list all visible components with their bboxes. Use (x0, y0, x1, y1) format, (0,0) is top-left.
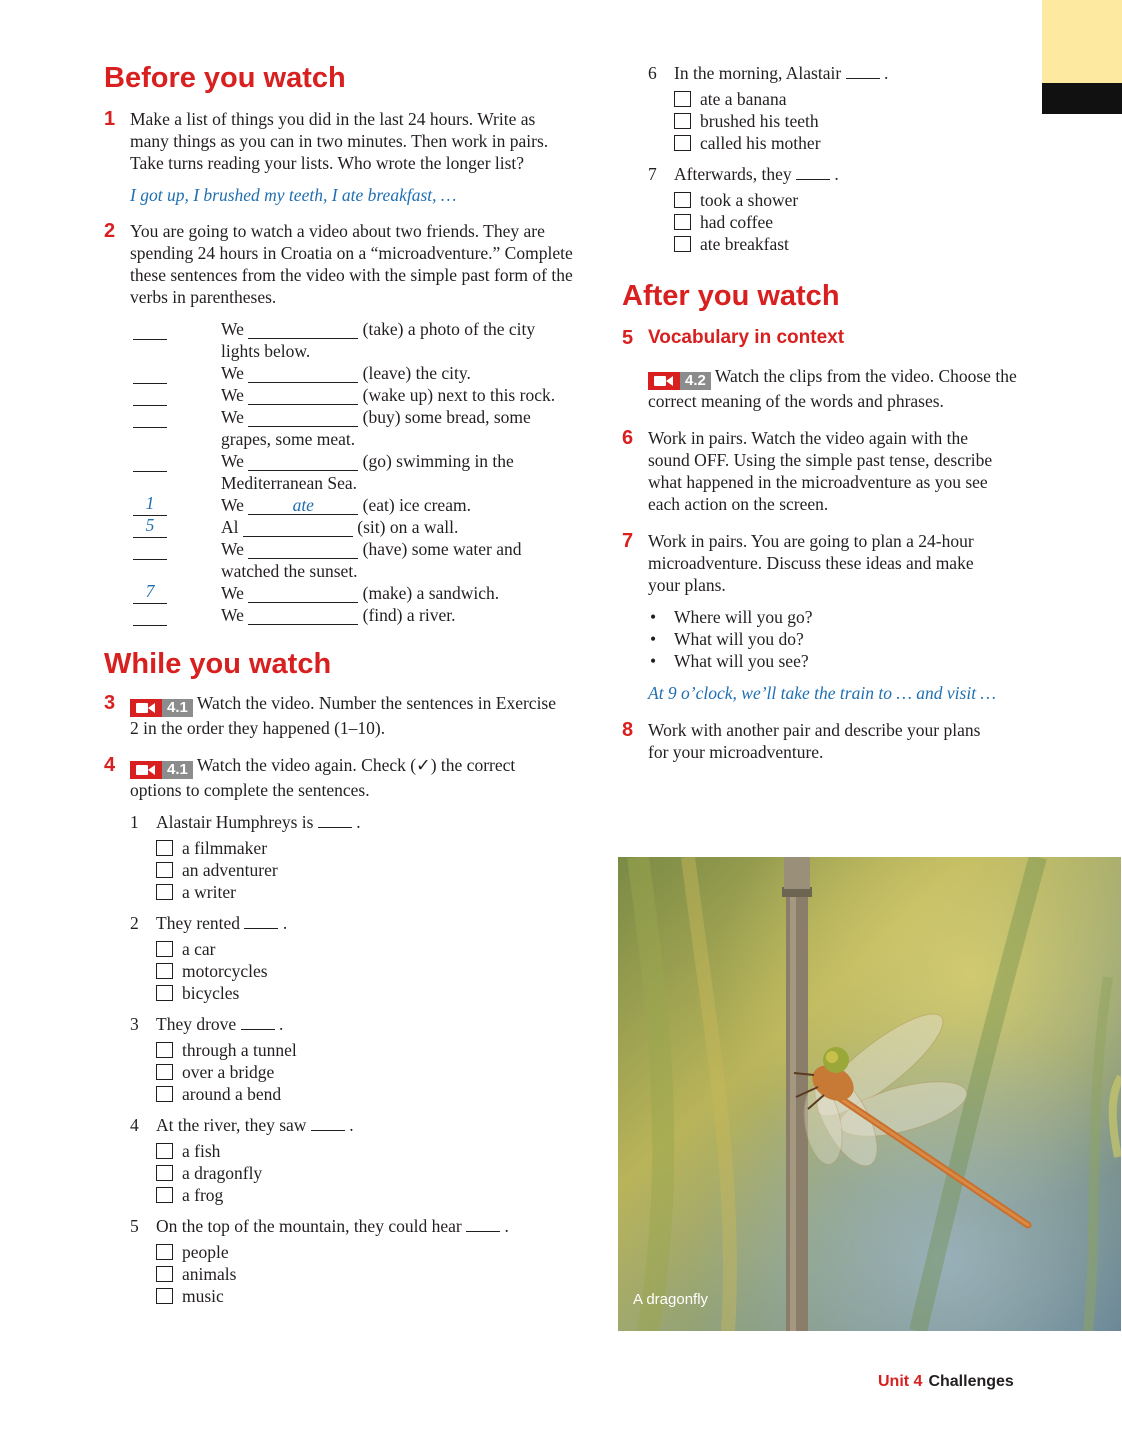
exercise-2 (104, 220, 576, 308)
option-label: a dragonfly (182, 1163, 263, 1183)
sentence-text (221, 362, 583, 384)
question-stem (156, 1215, 570, 1237)
sentence-text (221, 494, 583, 516)
option-label: through a tunnel (182, 1040, 297, 1060)
checkbox[interactable] (674, 192, 691, 208)
question-text: They rented (156, 913, 241, 933)
while-heading: While you watch (104, 648, 332, 680)
exercise-text: Work in pairs. You are going to plan a 24-hour microadventure. Discuss these ideas and make your plans. (648, 531, 974, 595)
order-blank[interactable] (133, 450, 167, 472)
option-list (674, 88, 1022, 154)
option-label: over a bridge (182, 1062, 275, 1082)
answer-blank[interactable] (248, 320, 358, 339)
answer-blank[interactable] (243, 518, 353, 537)
question-blank (796, 166, 830, 180)
option-item (156, 982, 570, 1004)
option-label: animals (182, 1264, 237, 1284)
answer-blank[interactable]: ate (248, 496, 358, 515)
question-stem (156, 912, 570, 934)
video-number: 4.1 (162, 699, 193, 717)
question-text: Afterwards, they (674, 164, 792, 184)
answer-blank[interactable] (248, 408, 358, 427)
exercise-number: 4 (104, 754, 116, 776)
question-item (130, 1215, 570, 1307)
option-label: a writer (182, 882, 236, 902)
sentence-text (221, 406, 583, 428)
exercise-number: 7 (622, 530, 634, 552)
sentence-subject: We (221, 319, 244, 339)
sentence-text (221, 516, 583, 538)
sentence-subject: We (221, 539, 244, 559)
sentence-rest: (eat) ice cream. (362, 495, 471, 515)
sentence-subject: We (221, 407, 244, 427)
sentence-rest: (make) a sandwich. (362, 583, 500, 603)
sentence-subject: We (221, 583, 244, 603)
exercise-7 (622, 530, 996, 704)
sentence-row (133, 516, 583, 538)
sentence-rest: (have) some water and (362, 539, 522, 559)
question-text: On the top of the mountain, they could hear (156, 1216, 462, 1236)
exercise-text: Make a list of things you did in the last 24 hours. Write as many things as you can in two minutes. Then work in pairs. Take turns reading your lists. Who wrote the longer list? (130, 109, 549, 173)
option-label: an adventurer (182, 860, 278, 880)
checkbox[interactable] (156, 1064, 173, 1080)
option-list (156, 1140, 570, 1206)
option-label: a filmmaker (182, 838, 268, 858)
exercise-number: 5 (622, 327, 634, 349)
question-end: . (282, 913, 288, 933)
sentence-subject: Al (221, 517, 239, 537)
checkbox[interactable] (156, 1266, 173, 1282)
checkbox[interactable] (156, 941, 173, 957)
exercise-number: 2 (104, 220, 116, 242)
question-number: 7 (648, 164, 657, 184)
example-answer: I got up, I brushed my teeth, I ate breakfast, … (130, 185, 457, 205)
sentence-row (133, 384, 583, 406)
sentence-row (133, 318, 583, 362)
sentence-row (133, 538, 583, 582)
sentence-rest: (take) a photo of the city (362, 319, 536, 339)
sentence-row (133, 450, 583, 494)
video-number: 4.1 (162, 761, 193, 779)
option-item (156, 1241, 570, 1263)
after-heading: After you watch (622, 280, 840, 312)
question-item (130, 912, 570, 1004)
option-item (674, 110, 1022, 132)
exercise-1 (104, 108, 564, 206)
option-list (156, 837, 570, 903)
option-item (156, 938, 570, 960)
sentence-continuation: lights below. (221, 341, 311, 361)
question-end: . (504, 1216, 509, 1236)
sentence-subject: We (221, 605, 244, 625)
checkbox[interactable] (156, 963, 173, 979)
sentence-continuation: watched the sunset. (221, 561, 358, 581)
question-end: . (883, 63, 889, 83)
checkbox[interactable] (156, 884, 173, 900)
option-item (156, 1263, 570, 1285)
exercise-3 (104, 692, 564, 739)
photo-caption: A dragonfly (633, 1291, 709, 1308)
option-item (674, 233, 1022, 255)
question-end: . (356, 812, 361, 832)
video-badge[interactable] (130, 761, 193, 779)
option-label: around a bend (182, 1084, 282, 1104)
order-blank[interactable] (133, 362, 167, 384)
question-number: 4 (130, 1115, 139, 1135)
question-stem (674, 163, 1022, 185)
option-list (674, 189, 1022, 255)
exercise-text: Watch the video. Number the sentences in Exercise 2 in the order they happened (1–10). (130, 693, 557, 738)
right-column (622, 62, 1022, 763)
dragonfly-photo (618, 857, 1121, 1331)
corner-tab-black (1042, 83, 1122, 114)
checkbox[interactable] (156, 1187, 173, 1203)
option-item (156, 837, 570, 859)
option-label: brushed his teeth (700, 111, 819, 131)
sentence-continuation: Mediterranean Sea. (221, 473, 358, 493)
checkbox[interactable] (156, 1288, 173, 1304)
sentence-subject: We (221, 451, 244, 471)
sentence-text (221, 450, 583, 472)
option-item (156, 1184, 570, 1206)
answer-blank[interactable] (248, 584, 358, 603)
video-camera-icon (130, 699, 162, 717)
order-blank[interactable] (133, 318, 167, 340)
option-item (156, 1140, 570, 1162)
order-blank[interactable]: 5 (133, 516, 167, 538)
sentence-continuation: grapes, some meat. (221, 429, 356, 449)
order-blank[interactable] (133, 538, 167, 560)
option-item (156, 960, 570, 982)
exercise-text: Watch the video again. Check (✓) the correct options to complete the sentences. (130, 755, 516, 800)
order-blank[interactable] (133, 604, 167, 626)
checkbox[interactable] (156, 985, 173, 1001)
answer-blank[interactable] (248, 386, 358, 405)
checkbox[interactable] (674, 91, 691, 107)
video-camera-icon (648, 372, 680, 390)
option-item (674, 211, 1022, 233)
page-footer (878, 1372, 1014, 1392)
option-label: bicycles (182, 983, 240, 1003)
exercise-text: You are going to watch a video about two friends. They are spending 24 hours in Croatia on a “microadventure.” Complete these sentences from the video with the simple past form of the verbs in parentheses. (130, 221, 573, 307)
sentence-rest: (leave) the city. (362, 363, 471, 383)
question-end: . (834, 164, 839, 184)
sentence-list (133, 318, 583, 626)
question-end: . (278, 1014, 284, 1034)
sentence-rest: (go) swimming in the (362, 451, 514, 471)
example-answer: At 9 o’clock, we’ll take the train to … and visit … (648, 683, 996, 703)
bullet-item: • Where will you go? (650, 607, 813, 627)
sentence-row (133, 494, 583, 516)
before-heading: Before you watch (104, 62, 346, 94)
question-item (648, 163, 1022, 255)
footer-title: Challenges (928, 1373, 1014, 1390)
sentence-rest: (find) a river. (362, 605, 456, 625)
question-number: 5 (130, 1216, 139, 1236)
bullet-item: • What will you do? (650, 629, 804, 649)
question-blank (244, 915, 278, 929)
sentence-text (221, 604, 583, 626)
left-column (104, 60, 584, 1307)
question-number: 3 (130, 1014, 139, 1034)
order-blank[interactable]: 7 (133, 582, 167, 604)
sentence-rest: (buy) some bread, some (362, 407, 531, 427)
exercise-number: 6 (622, 427, 634, 449)
question-stem (674, 62, 1022, 84)
answer-blank[interactable] (248, 606, 358, 625)
question-item (130, 1013, 570, 1105)
option-label: a fish (182, 1141, 221, 1161)
question-end: . (349, 1115, 354, 1135)
checkbox[interactable] (156, 1042, 173, 1058)
checkbox[interactable] (156, 1165, 173, 1181)
checkbox[interactable] (674, 214, 691, 230)
option-label: ate breakfast (700, 234, 789, 254)
question-blank (311, 1117, 345, 1131)
question-number: 6 (648, 63, 657, 83)
question-item (648, 62, 1022, 154)
question-blank (846, 65, 880, 79)
bullet-list (648, 606, 982, 672)
option-list (156, 938, 570, 1004)
question-blank (318, 814, 352, 828)
sentence-subject: We (221, 385, 244, 405)
answer-blank[interactable] (248, 452, 358, 471)
option-item (156, 1285, 570, 1307)
order-blank[interactable] (133, 384, 167, 406)
sentence-rest: (wake up) next to this rock. (362, 385, 556, 405)
sentence-subject: We (221, 363, 244, 383)
exercise-text: Watch the clips from the video. Choose the correct meaning of the words and phrases. (648, 366, 1017, 411)
option-label: called his mother (700, 133, 821, 153)
order-blank[interactable]: 1 (133, 494, 167, 516)
sentence-row (133, 604, 583, 626)
option-item (156, 1061, 570, 1083)
sentence-subject: We (221, 495, 244, 515)
option-label: motorcycles (182, 961, 268, 981)
option-item (156, 1039, 570, 1061)
question-text: Alastair Humphreys is (156, 812, 314, 832)
question-list-left (130, 811, 570, 1307)
question-stem (156, 1013, 570, 1035)
exercise-8 (622, 719, 994, 763)
question-number: 1 (130, 812, 139, 832)
question-item (130, 811, 570, 903)
option-label: music (182, 1286, 224, 1306)
question-list-right (648, 62, 1022, 255)
question-blank (466, 1218, 500, 1232)
checkbox[interactable] (674, 135, 691, 151)
video-badge[interactable] (648, 372, 711, 390)
corner-tab-yellow (1042, 0, 1122, 83)
footer-unit: Unit 4 (878, 1373, 923, 1390)
option-item (156, 1162, 570, 1184)
sentence-row (133, 362, 583, 384)
sentence-text (221, 318, 583, 340)
exercise-number: 1 (104, 108, 116, 130)
sentence-text (221, 384, 583, 406)
exercise-number: 3 (104, 692, 116, 714)
question-stem (156, 1114, 570, 1136)
option-list (156, 1039, 570, 1105)
checkbox[interactable] (156, 840, 173, 856)
option-label: had coffee (700, 212, 774, 232)
option-item (156, 859, 570, 881)
checkbox[interactable] (674, 113, 691, 129)
exercise-number: 8 (622, 719, 634, 741)
exercise-text: Work in pairs. Watch the video again with the sound OFF. Using the simple past tense, describe what happened in the microadventure as you see each action on the screen. (648, 428, 993, 514)
option-label: took a shower (700, 190, 799, 210)
bullet-item: • What will you see? (650, 651, 809, 671)
checkbox[interactable] (156, 1143, 173, 1159)
option-item (156, 881, 570, 903)
question-text: They drove (156, 1014, 237, 1034)
checkbox[interactable] (156, 1244, 173, 1260)
checkbox[interactable] (674, 236, 691, 252)
option-list (156, 1241, 570, 1307)
option-item (674, 189, 1022, 211)
question-number: 2 (130, 913, 139, 933)
question-stem (156, 811, 570, 833)
order-blank[interactable] (133, 406, 167, 428)
option-label: people (182, 1242, 229, 1262)
checkbox[interactable] (156, 862, 173, 878)
option-item (674, 132, 1022, 154)
video-camera-icon (130, 761, 162, 779)
answer-blank[interactable] (248, 540, 358, 559)
question-text: At the river, they saw (156, 1115, 307, 1135)
exercise-6 (622, 427, 994, 515)
sentence-text (221, 538, 583, 560)
exercise-4 (104, 754, 564, 801)
option-label: a frog (182, 1185, 224, 1205)
exercise-5 (622, 327, 1022, 412)
question-blank (241, 1016, 275, 1030)
video-number: 4.2 (680, 372, 711, 390)
option-item (156, 1083, 570, 1105)
question-item (130, 1114, 570, 1206)
exercise-title: Vocabulary in context (648, 327, 845, 348)
sentence-rest: (sit) on a wall. (357, 517, 459, 537)
sentence-row (133, 406, 583, 450)
checkbox[interactable] (156, 1086, 173, 1102)
option-item (674, 88, 1022, 110)
dragonfly-illustration (618, 857, 1121, 1331)
answer-blank[interactable] (248, 364, 358, 383)
sentence-row (133, 582, 583, 604)
option-label: a car (182, 939, 216, 959)
video-badge[interactable] (130, 699, 193, 717)
option-label: ate a banana (700, 89, 787, 109)
question-text: In the morning, Alastair (674, 63, 842, 83)
exercise-text: Work with another pair and describe your plans for your microadventure. (648, 720, 981, 762)
sentence-text (221, 582, 583, 604)
